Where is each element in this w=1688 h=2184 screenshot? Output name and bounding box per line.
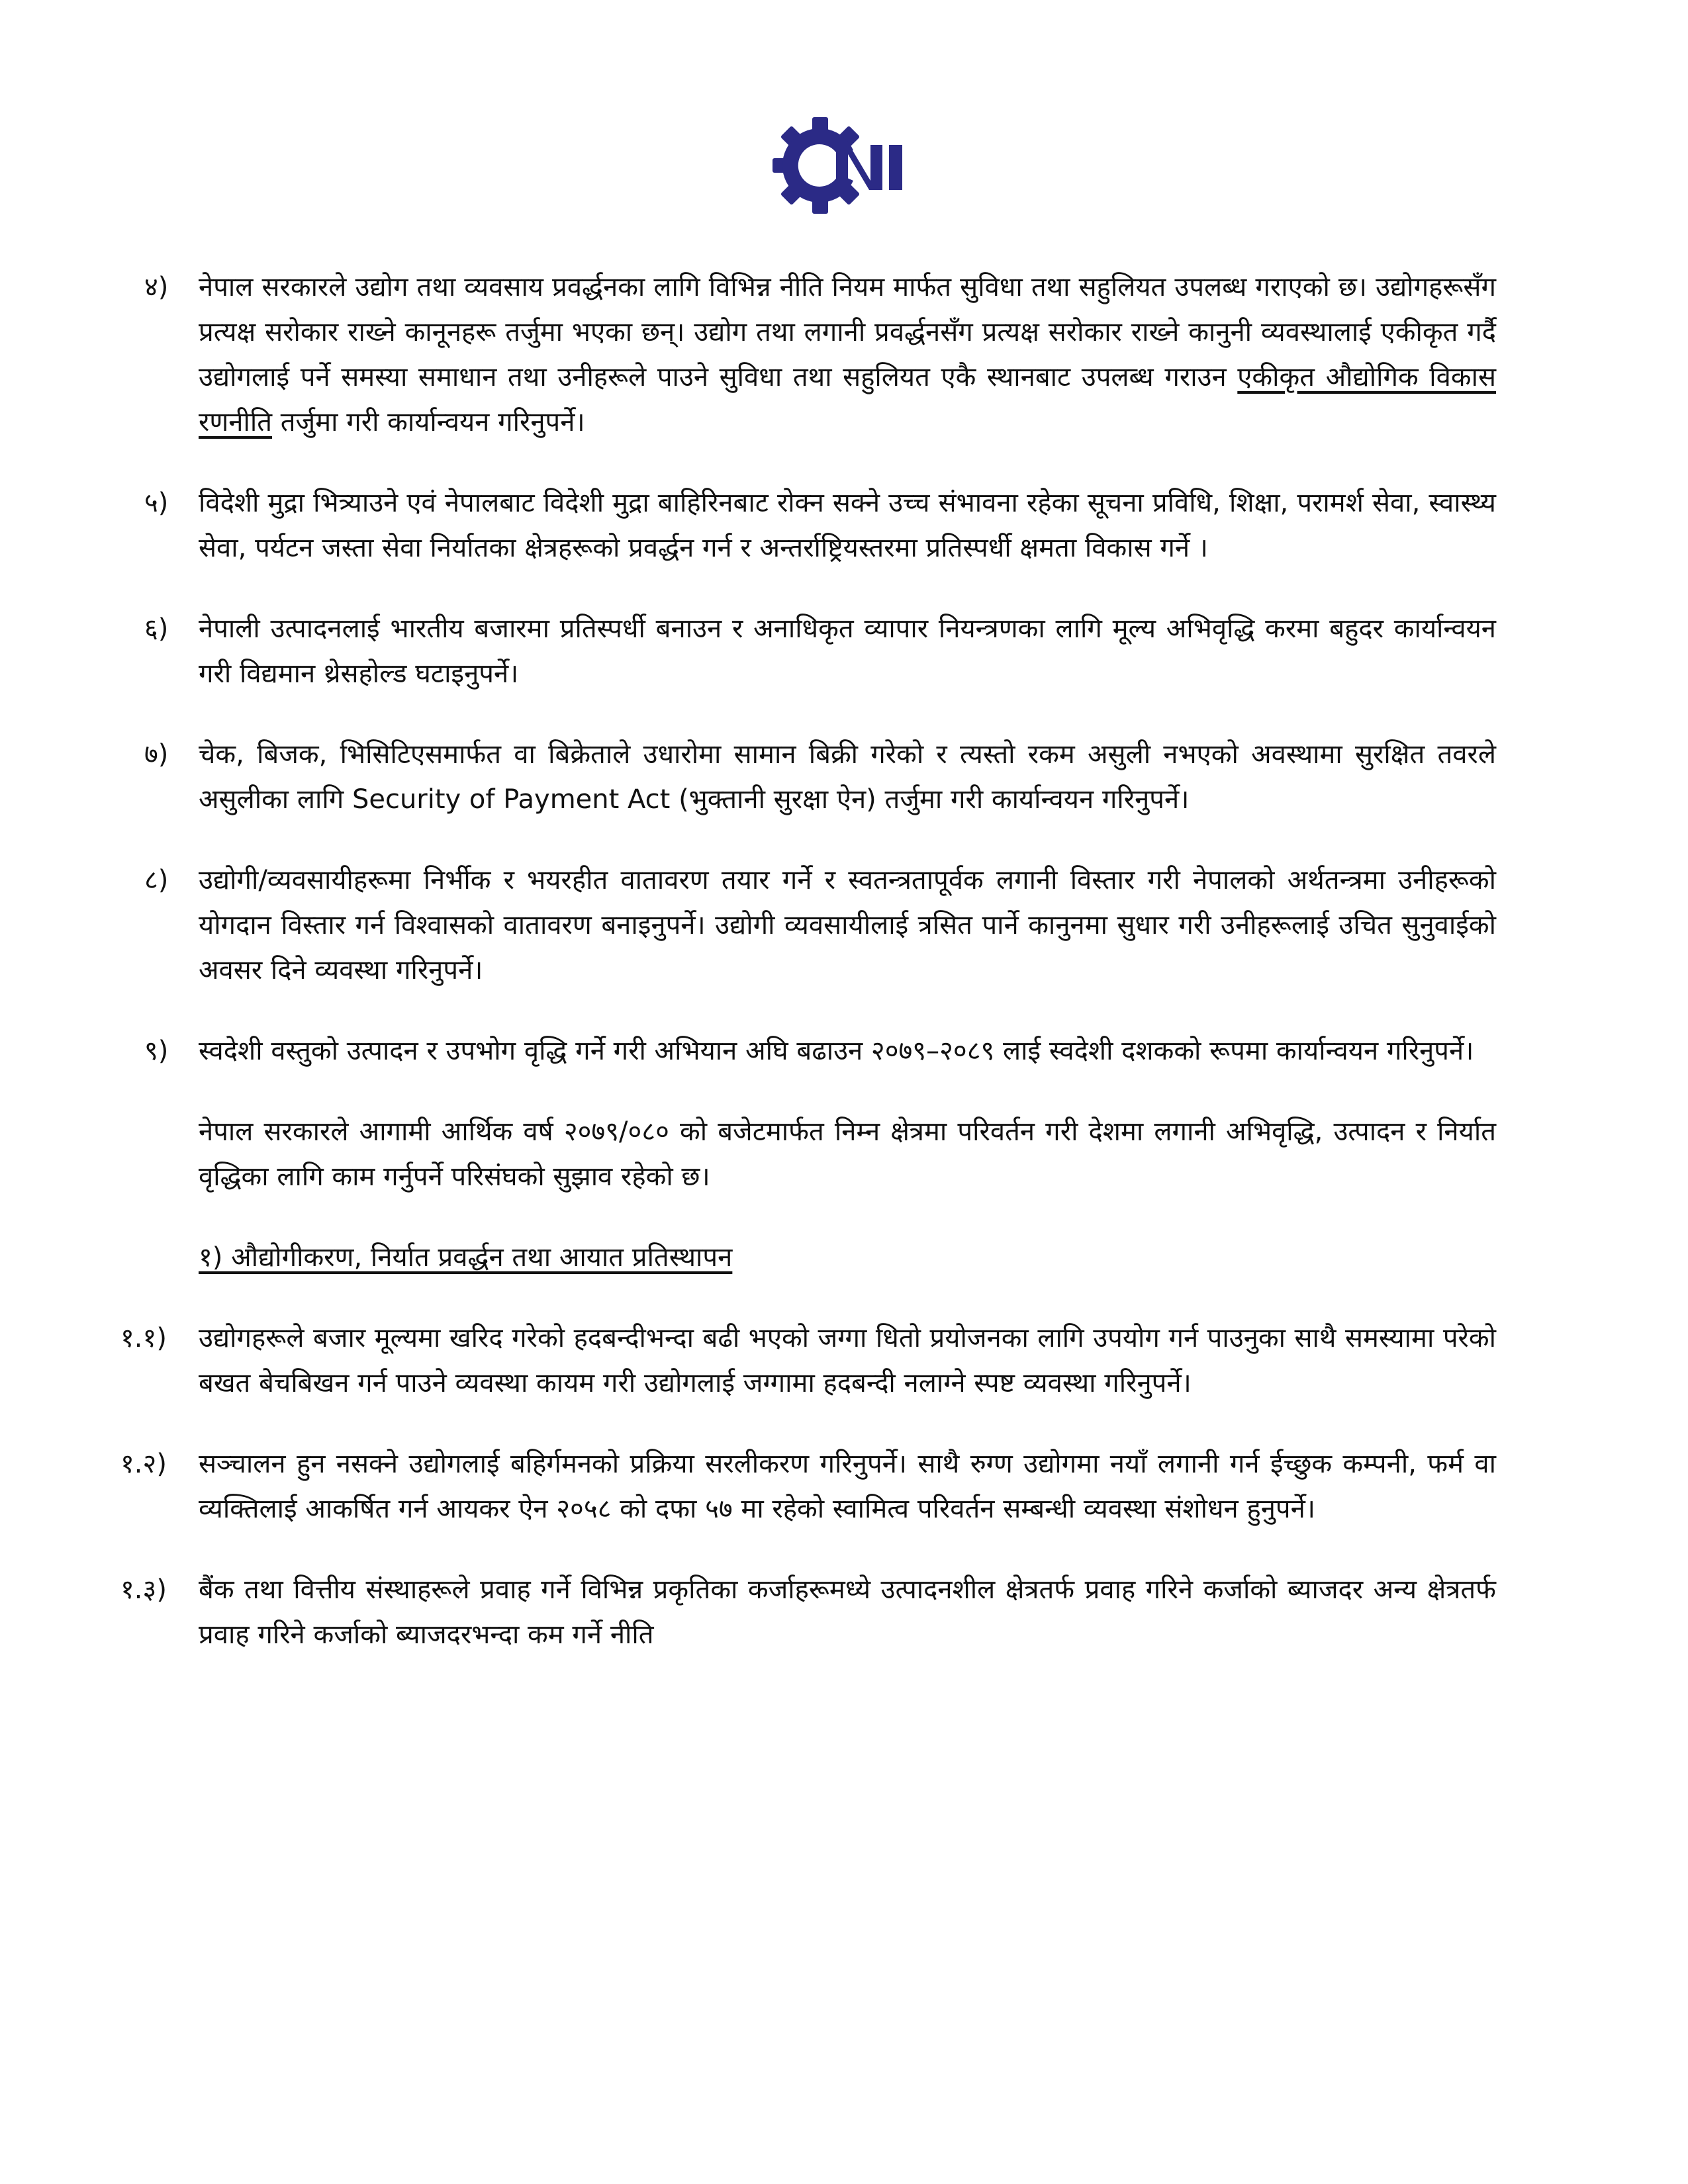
point-9 — [144, 1028, 1496, 1073]
item-text: उद्योगहरूले बजार मूल्यमा खरिद गरेको हदबन्दीभन्दा बढी भएको जग्गा धितो प्रयोजनका लागि उपयोग गर्न पाउनुका साथै समस्यामा परेको बखत बेचबिखन गर्न पाउने व्यवस्था कायम गरी उद्योगलाई जग्गामा हदबन्दी नलाग्ने स्पष्ट व्यवस्था गरिनुपर्ने। — [199, 1323, 1496, 1398]
section-heading-text: १) औद्योगीकरण, निर्यात प्रवर्द्धन तथा आयात प्रतिस्थापन — [199, 1242, 733, 1273]
point-4 — [144, 265, 1497, 445]
item-number: १.३) — [120, 1574, 167, 1605]
item-number: ९) — [144, 1036, 169, 1066]
point-6 — [144, 606, 1496, 696]
item-text-end: तर्जुमा गरी कार्यान्वयन गरिनुपर्ने। — [272, 407, 585, 437]
point-7 — [144, 732, 1496, 822]
item-text: विदेशी मुद्रा भित्र्याउने एवं नेपालबाट विदेशी मुद्रा बाहिरिनबाट रोक्न सक्ने उच्च संभावना रहेका सूचना प्रविधि, शिक्षा, परामर्श सेवा, स्वास्थ्य सेवा, पर्यटन जस्ता सेवा निर्यातका क्षेत्रहरूको प्रवर्द्धन गर्न र अन्तर्राष्ट्रियस्तरमा प्रतिस्पर्धी क्षमता विकास गर्ने । — [199, 488, 1496, 563]
intro-paragraph: नेपाल सरकारले आगामी आर्थिक वर्ष २०७९/०८० को बजेटमार्फत निम्न क्षेत्रमा परिवर्तन गरी देशमा लगानी अभिवृद्धि, उत्पादन र निर्यात वृद्धिका लागि काम गर्नुपर्ने परिसंघको सुझाव रहेको छ। — [199, 1116, 1496, 1192]
cni-logo — [771, 116, 917, 215]
point-1-1 — [120, 1316, 1496, 1406]
item-text: सञ्चालन हुन नसक्ने उद्योगलाई बहिर्गमनको प्रक्रिया सरलीकरण गरिनुपर्ने। साथै रुग्ण उद्योगमा नयाँ लगानी गर्न ईच्छुक कम्पनी, फर्म वा व्यक्तिलाई आकर्षित गर्न आयकर ऐन २०५८ को दफा ५७ मा रहेको स्वामित्व परिवर्तन सम्बन्धी व्यवस्था संशोधन हुनुपर्ने। — [199, 1449, 1496, 1524]
item-text: बैंक तथा वित्तीय संस्थाहरूले प्रवाह गर्ने विभिन्न प्रकृतिका कर्जाहरूमध्ये उत्पादनशील क्षेत्रतर्फ प्रवाह गरिने कर्जाको ब्याजदर अन्य क्षेत्रतर्फ प्रवाह गरिने कर्जाको ब्याजदरभन्दा कम गर्ने नीति — [199, 1574, 1496, 1650]
point-1-2 — [120, 1441, 1496, 1531]
item-number: ८) — [144, 865, 169, 895]
item-number: १.२) — [120, 1449, 167, 1479]
item-text: नेपाली उत्पादनलाई भारतीय बजारमा प्रतिस्पर्धी बनाउन र अनाधिकृत व्यापार नियन्त्रणका लागि मूल्य अभिवृद्धि करमा बहुदर कार्यान्वयन गरी विद्यमान थ्रेसहोल्ड घटाइनुपर्ने। — [199, 614, 1496, 689]
cni-logo-icon — [771, 116, 917, 215]
item-text: चेक, बिजक, भिसिटिएसमार्फत वा बिक्रेताले उधारोमा सामान बिक्री गरेको र त्यस्तो रकम असुली नभएको अवस्थामा सुरक्षित तवरले असुलीका लागि Security of Payment Act (भुक्तानी सुरक्षा ऐन) तर्जुमा गरी कार्यान्वयन गरिनुपर्ने। — [199, 739, 1496, 815]
item-text: स्वदेशी वस्तुको उत्पादन र उपभोग वृद्धि गर्ने गरी अभियान अघि बढाउन २०७९–२०८९ लाई स्वदेशी दशकको रूपमा कार्यान्वयन गरिनुपर्ने। — [199, 1036, 1474, 1066]
underlined-strategy: एकीकृत औद्योगिक विकास रणनीति — [199, 362, 1497, 437]
item-number: ४) — [144, 272, 169, 302]
point-8 — [144, 858, 1496, 993]
item-number: ७) — [144, 739, 169, 770]
item-number: १.१) — [120, 1323, 167, 1353]
point-1-3 — [120, 1567, 1496, 1657]
item-number: ५) — [144, 488, 169, 518]
item-text: उद्योगी/व्यवसायीहरूमा निर्भीक र भयरहीत वातावरण तयार गर्ने र स्वतन्त्रतापूर्वक लगानी विस्तार गरी नेपालको अर्थतन्त्रमा उनीहरूको योगदान विस्तार गर्न विश्वासको वातावरण बनाइनुपर्ने। उद्योगी व्यवसायीलाई त्रसित पार्ने कानुनमा सुधार गरी उनीहरूलाई उचित सुनुवाईको अवसर दिने व्यवस्था गरिनुपर्ने। — [199, 865, 1496, 985]
item-number: ६) — [144, 614, 169, 644]
item-text: नेपाल सरकारले उद्योग तथा व्यवसाय प्रवर्द्धनका लागि विभिन्न नीति नियम मार्फत सुविधा तथा सहुलियत उपलब्ध गराएको छ। उद्योगहरूसँग प्रत्यक्ष सरोकार राख्ने कानूनहरू तर्जुमा भएका छन्। उद्योग तथा लगानी प्रवर्द्धनसँग प्रत्यक्ष सरोकार राख्ने कानुनी व्यवस्थालाई एकीकृत गर्दै उद्योगलाई पर्ने समस्या समाधान तथा उनीहरूले पाउने सुविधा तथा सहुलियत एकै स्थानबाट उपलब्ध गराउन — [199, 272, 1496, 392]
point-5 — [144, 480, 1496, 570]
section-heading — [199, 1235, 1688, 1280]
